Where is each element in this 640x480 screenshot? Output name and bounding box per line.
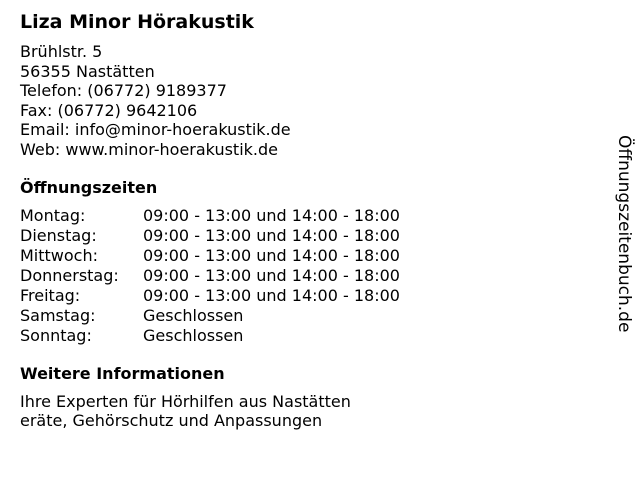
more-info-heading: Weitere Informationen bbox=[20, 363, 225, 383]
opening-hours-table bbox=[20, 206, 600, 346]
info-line: eräte, Gehörschutz und Anpassungen bbox=[20, 411, 323, 431]
hours-time: Geschlossen bbox=[143, 305, 244, 325]
hours-day: Samstag: bbox=[20, 305, 96, 325]
hours-time: 09:00 - 13:00 und 14:00 - 18:00 bbox=[143, 245, 400, 265]
hours-day: Mittwoch: bbox=[20, 245, 98, 265]
site-watermark-label: Öffnungszeitenbuch.de bbox=[614, 135, 634, 333]
business-name: Liza Minor Hörakustik bbox=[20, 11, 254, 33]
business-card bbox=[20, 10, 600, 431]
info-line: Ihre Experten für Hörhilfen aus Nastätten bbox=[20, 391, 351, 411]
hours-time: Geschlossen bbox=[143, 325, 244, 345]
street-address: Brühlstr. 5 bbox=[20, 42, 103, 61]
hours-day: Montag: bbox=[20, 205, 86, 225]
opening-hours-heading: Öffnungszeiten bbox=[20, 177, 158, 197]
hours-day: Freitag: bbox=[20, 285, 81, 305]
hours-row-friday bbox=[20, 286, 600, 306]
hours-time: 09:00 - 13:00 und 14:00 - 18:00 bbox=[143, 285, 400, 305]
email-line: Email: info@minor-hoerakustik.de bbox=[20, 120, 291, 140]
hours-row-monday bbox=[20, 206, 600, 226]
hours-day: Dienstag: bbox=[20, 225, 97, 245]
hours-day: Donnerstag: bbox=[20, 265, 119, 285]
phone-line: Telefon: (06772) 9189377 bbox=[20, 81, 227, 101]
fax-line: Fax: (06772) 9642106 bbox=[20, 100, 198, 120]
postal-city: 56355 Nastätten bbox=[20, 61, 155, 81]
hours-row-tuesday bbox=[20, 226, 600, 246]
hours-time: 09:00 - 13:00 und 14:00 - 18:00 bbox=[143, 265, 400, 285]
contact-block bbox=[20, 42, 600, 160]
hours-row-saturday bbox=[20, 306, 600, 326]
hours-time: 09:00 - 13:00 und 14:00 - 18:00 bbox=[143, 205, 400, 225]
hours-time: 09:00 - 13:00 und 14:00 - 18:00 bbox=[143, 225, 400, 245]
hours-day: Sonntag: bbox=[20, 325, 92, 345]
hours-row-thursday bbox=[20, 266, 600, 286]
hours-row-sunday bbox=[20, 326, 600, 346]
hours-row-wednesday bbox=[20, 246, 600, 266]
more-info-block bbox=[20, 392, 600, 431]
web-line: Web: www.minor-hoerakustik.de bbox=[20, 139, 278, 159]
